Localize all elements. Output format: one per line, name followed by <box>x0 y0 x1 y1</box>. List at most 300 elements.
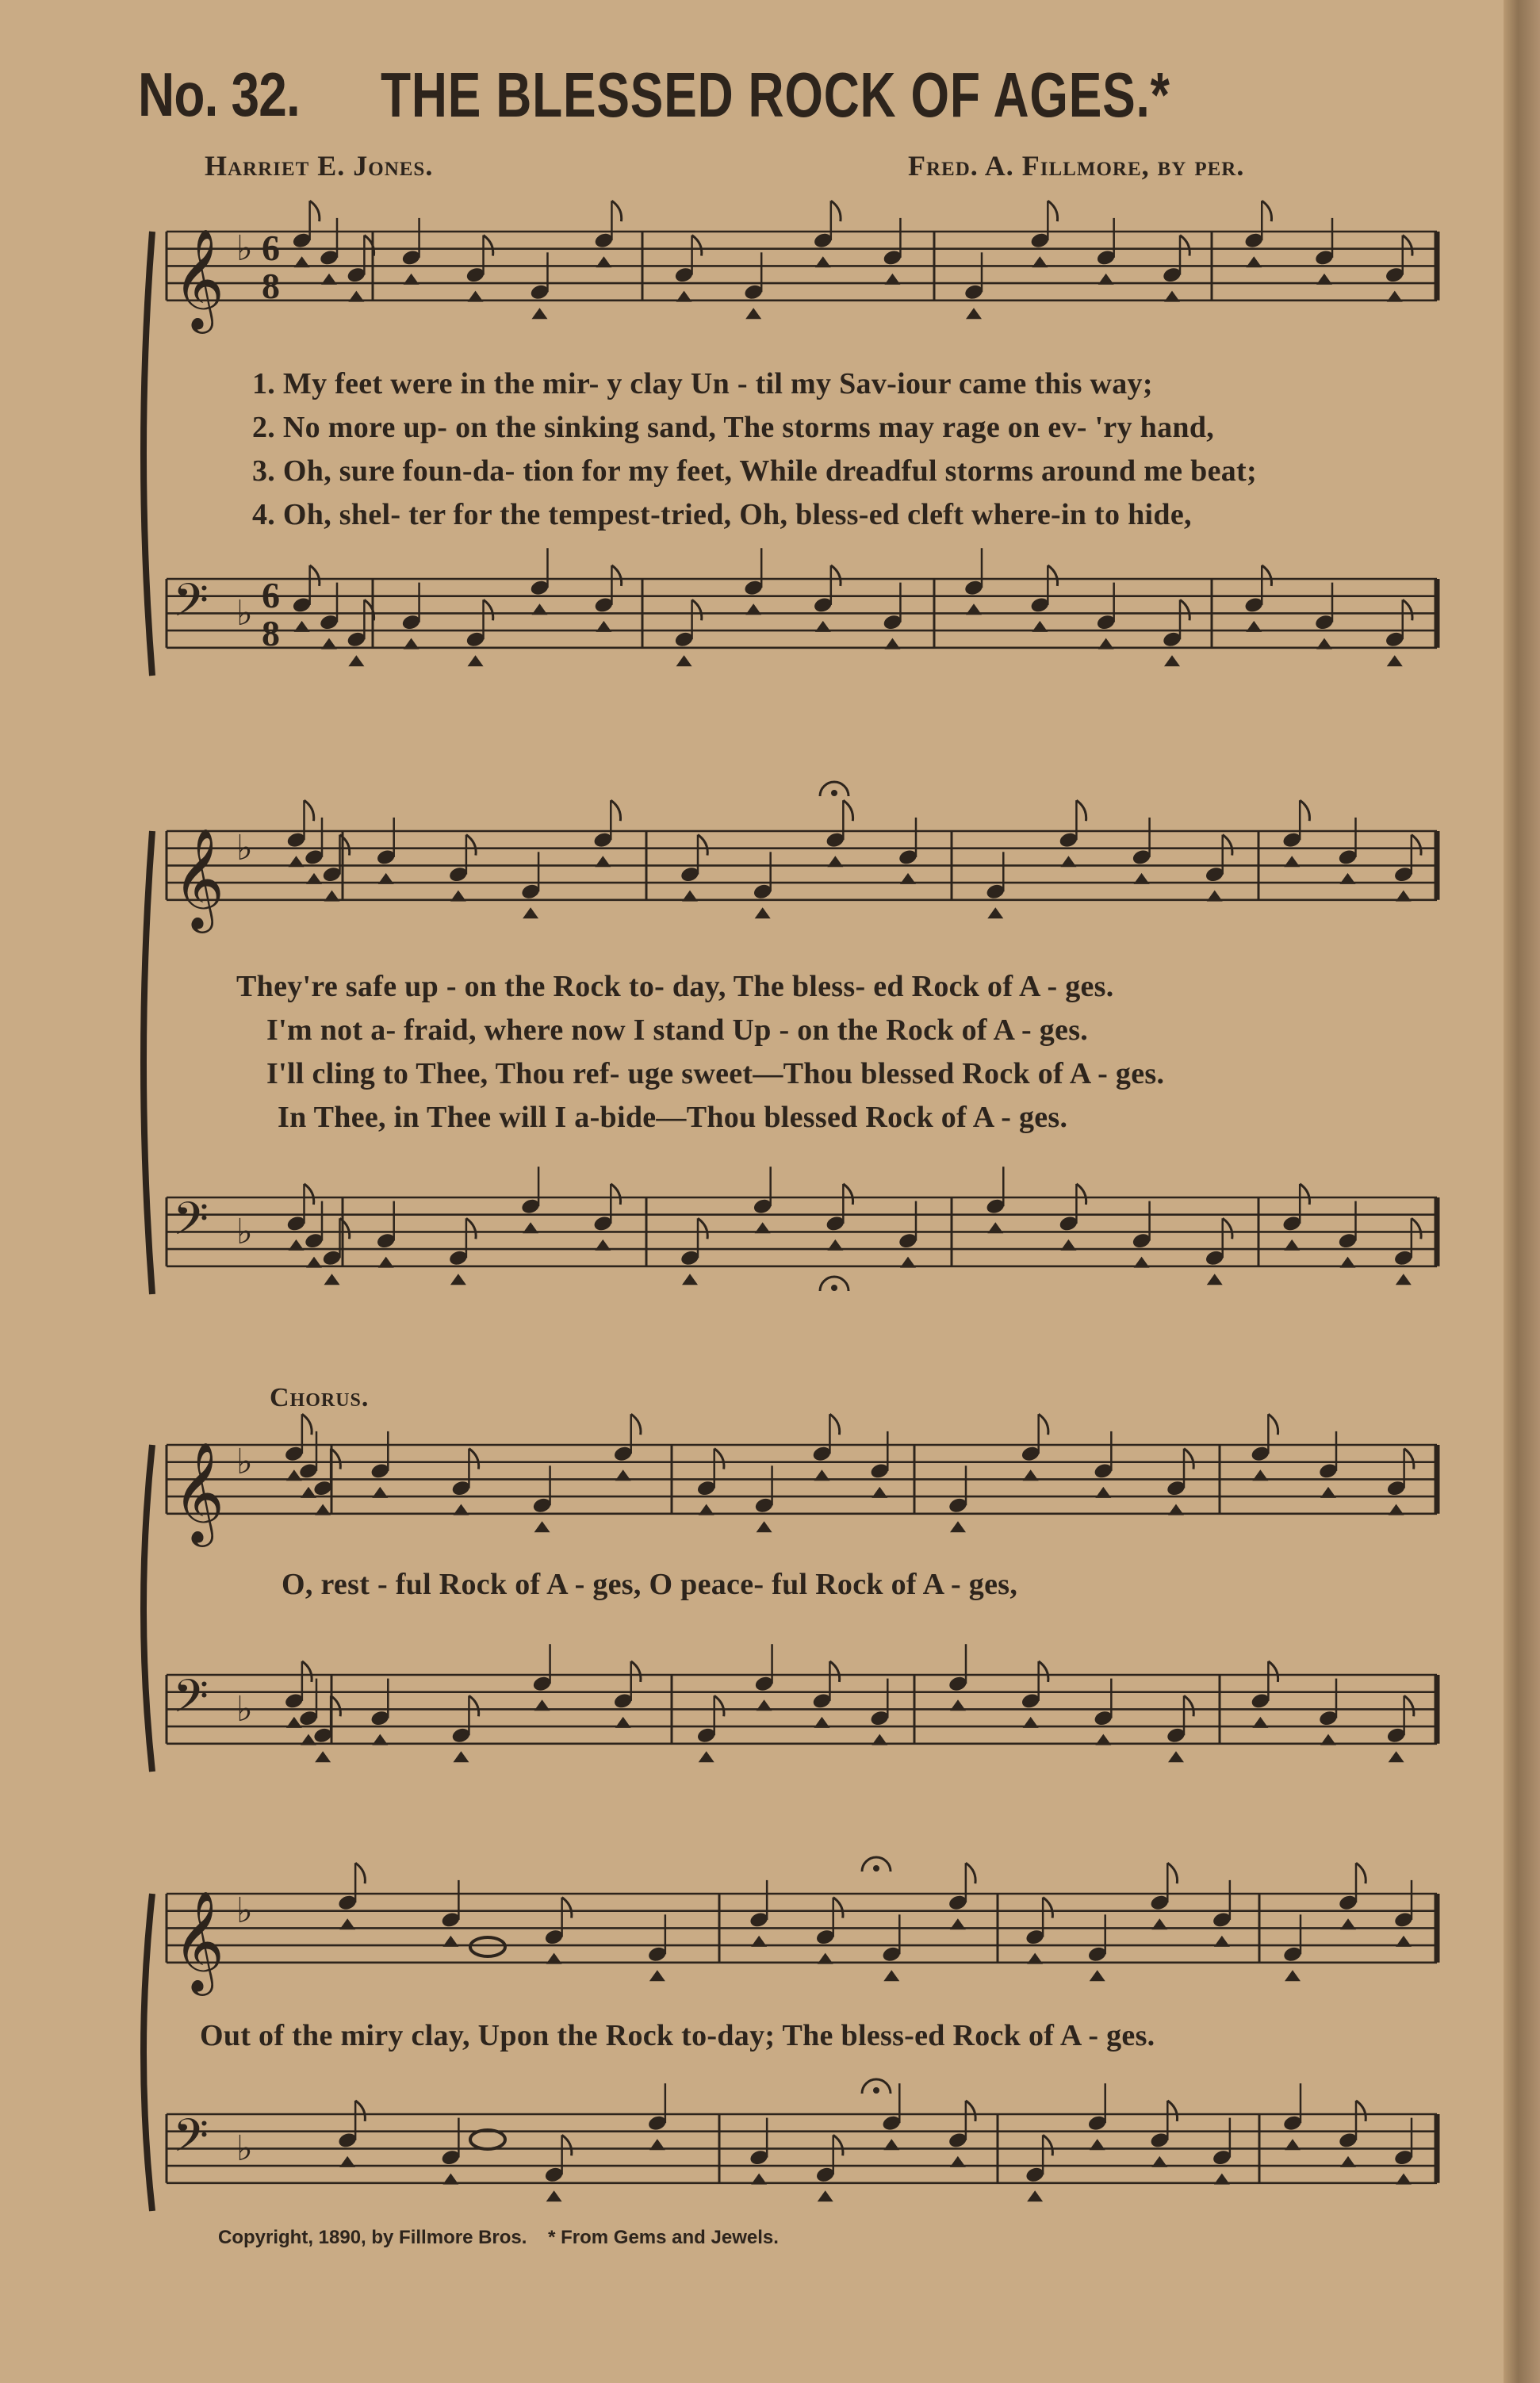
notehead <box>1337 1232 1358 1250</box>
notehead <box>985 1197 1006 1216</box>
note-flag <box>714 1695 724 1716</box>
notehead <box>948 1675 968 1693</box>
notehead <box>1389 1504 1404 1515</box>
treble-clef-icon: 𝄞 <box>173 826 225 929</box>
bass-clef-icon: 𝄢 <box>173 573 209 638</box>
notehead <box>315 1751 331 1762</box>
note-flag <box>355 2101 365 2121</box>
note-flag <box>1043 1898 1052 1918</box>
note-flag <box>966 1863 975 1883</box>
time-signature: 8 <box>262 266 280 306</box>
fermata-icon <box>831 1285 837 1291</box>
notehead <box>312 1479 333 1497</box>
notehead <box>442 1936 458 1947</box>
notehead <box>376 849 396 867</box>
notehead <box>544 1928 565 1946</box>
notehead <box>613 1445 634 1463</box>
notehead <box>950 1699 966 1711</box>
notehead <box>1149 2132 1170 2150</box>
notehead <box>1393 1911 1414 1929</box>
verse-line: I'm not a- fraid, where now I stand Up - on the Rock of A - ges. <box>266 1013 1089 1047</box>
note-flag <box>833 2135 843 2155</box>
notehead <box>306 873 322 884</box>
note-flag <box>1076 800 1086 821</box>
notehead <box>1058 831 1078 849</box>
notehead <box>1281 831 1302 849</box>
note-flag <box>331 1695 340 1716</box>
notehead <box>1284 856 1300 867</box>
notehead <box>1093 1462 1113 1481</box>
note-flag <box>1167 2101 1177 2121</box>
notehead <box>615 1717 631 1728</box>
notehead <box>1021 1445 1041 1463</box>
whole-note <box>470 2130 505 2149</box>
note-flag <box>1223 1218 1232 1239</box>
note-flag <box>1268 1414 1278 1435</box>
notehead <box>757 1699 772 1711</box>
brace-bracket <box>144 831 152 1294</box>
notehead <box>872 1487 887 1498</box>
footer-note <box>218 2227 779 2249</box>
notehead <box>814 1717 829 1728</box>
notehead <box>696 1479 717 1497</box>
notehead <box>811 1692 832 1711</box>
notehead <box>811 1445 832 1463</box>
notehead <box>827 1239 843 1251</box>
notehead <box>1252 1469 1268 1481</box>
notehead <box>1340 2156 1356 2167</box>
notehead <box>337 1894 358 1912</box>
note-flag <box>714 1449 724 1469</box>
notehead <box>1340 1257 1356 1268</box>
notehead <box>372 1734 388 1745</box>
notehead <box>448 1249 469 1267</box>
verse-line: 2. No more up- on the sinking sand, The storms may rage on ev- 'ry hand, <box>252 411 1215 444</box>
notehead <box>751 2174 767 2185</box>
notehead <box>324 1274 340 1285</box>
notehead <box>453 1504 469 1515</box>
note-flag <box>1039 1414 1048 1435</box>
notehead <box>883 1970 899 1981</box>
notehead <box>1214 1936 1230 1947</box>
notehead <box>592 831 613 849</box>
note-flag <box>829 1661 839 1682</box>
notehead <box>680 1249 700 1267</box>
notehead <box>1282 1945 1303 1963</box>
notehead <box>987 907 1003 918</box>
fermata-icon <box>831 790 837 796</box>
notehead <box>1149 1894 1170 1912</box>
notehead <box>749 2148 769 2167</box>
verse-line: They're safe up - on the Rock to- day, The bless- ed Rock of A - ges. <box>236 970 1114 1003</box>
treble-clef-icon: 𝄞 <box>173 1440 225 1542</box>
notehead <box>531 1675 552 1693</box>
notehead <box>1338 1894 1358 1912</box>
notehead <box>1386 1479 1407 1497</box>
time-signature: 6 <box>262 228 280 268</box>
notehead <box>1205 865 1225 883</box>
chorus-label: Chorus. <box>270 1383 370 1412</box>
note-flag <box>829 1414 839 1435</box>
notehead <box>1338 2132 1358 2150</box>
notehead <box>1060 1239 1076 1251</box>
notehead <box>1093 1709 1113 1727</box>
notehead <box>1285 2139 1301 2150</box>
notehead <box>749 1911 769 1929</box>
notehead <box>682 891 698 902</box>
whole-note <box>470 1937 505 1956</box>
note-flag <box>843 1184 852 1205</box>
note-flag <box>469 1695 478 1716</box>
notehead <box>1212 2148 1232 2167</box>
notehead <box>825 831 845 849</box>
notehead <box>370 1462 390 1481</box>
notehead <box>531 1496 552 1515</box>
note-flag <box>1356 2101 1366 2121</box>
note-flag <box>331 1449 340 1469</box>
notehead <box>950 1918 966 1929</box>
notehead <box>1023 1469 1039 1481</box>
time-signature: 8 <box>262 613 280 653</box>
brace-bracket <box>144 1894 152 2211</box>
notehead <box>1087 1945 1108 1963</box>
notehead <box>442 2174 458 2185</box>
note-flag <box>1404 1449 1414 1469</box>
notehead <box>1284 1239 1300 1251</box>
notehead <box>1285 1970 1301 1981</box>
notehead <box>1090 1970 1105 1981</box>
note-flag <box>355 1863 365 1883</box>
note-flag <box>1223 835 1232 856</box>
note-flag <box>843 800 852 821</box>
notehead <box>301 1487 316 1498</box>
notehead <box>312 1726 333 1745</box>
note-flag <box>833 1898 843 1918</box>
notehead <box>1027 2190 1043 2201</box>
notehead <box>1166 1479 1186 1497</box>
brace-bracket <box>144 1445 152 1772</box>
notehead <box>815 2166 836 2184</box>
notehead <box>753 883 773 901</box>
fermata-icon <box>820 782 849 796</box>
notehead <box>1131 1232 1151 1250</box>
notehead <box>1250 1692 1270 1711</box>
notehead <box>289 856 305 867</box>
notehead <box>304 849 324 867</box>
notehead <box>520 1197 541 1216</box>
notehead <box>1151 2156 1167 2167</box>
chorus-line: O, rest - ful Rock of A - ges, O peace- ful Rock of A - ges, <box>282 1568 1018 1601</box>
notehead <box>948 1894 968 1912</box>
notehead <box>298 1709 319 1727</box>
note-flag <box>698 835 707 856</box>
note-flag <box>1300 1184 1309 1205</box>
notehead <box>450 1274 466 1285</box>
notehead <box>950 2156 966 2167</box>
notehead <box>1340 1918 1356 1929</box>
notehead <box>827 856 843 867</box>
notehead <box>1212 1911 1232 1929</box>
note-flag <box>466 1218 476 1239</box>
notehead <box>592 1215 613 1233</box>
notehead <box>534 1699 550 1711</box>
verse-line: 4. Oh, shel- ter for the tempest-tried, Oh, bless-ed cleft where-in to hide, <box>252 498 1192 531</box>
flat-icon: ♭ <box>236 1442 253 1482</box>
notehead <box>1318 1462 1339 1481</box>
note-flag <box>562 2135 572 2155</box>
notehead <box>1318 1709 1339 1727</box>
notehead <box>1393 2148 1414 2167</box>
notehead <box>898 849 918 867</box>
notehead <box>1021 1692 1041 1711</box>
notehead <box>1095 1487 1111 1498</box>
notehead <box>450 1726 471 1745</box>
flat-icon: ♭ <box>236 1212 253 1252</box>
notehead <box>987 1222 1003 1233</box>
notehead <box>285 1215 306 1233</box>
notehead <box>755 907 771 918</box>
notehead <box>546 2190 562 2201</box>
notehead <box>1250 1445 1270 1463</box>
flat-icon: ♭ <box>236 1689 253 1730</box>
note-flag <box>1268 1661 1278 1682</box>
notehead <box>1025 2166 1045 2184</box>
notehead <box>900 873 916 884</box>
notehead <box>321 865 342 883</box>
notehead <box>523 1222 538 1233</box>
notehead <box>448 865 469 883</box>
note-flag <box>1184 1695 1193 1716</box>
note-flag <box>340 1218 350 1239</box>
notehead <box>1134 873 1150 884</box>
notehead <box>950 1521 966 1532</box>
notehead <box>881 1945 902 1963</box>
notehead <box>814 1469 829 1481</box>
notehead <box>883 2139 899 2150</box>
notehead <box>900 1257 916 1268</box>
verse-line: In Thee, in Thee will I a-bide—Thou blessed Rock of A - ges. <box>278 1101 1068 1134</box>
notehead <box>1207 1274 1223 1285</box>
notehead <box>337 2132 358 2150</box>
notehead <box>1396 1936 1412 1947</box>
notehead <box>818 1953 833 1964</box>
notehead <box>1396 2174 1412 2185</box>
notehead <box>1058 1215 1078 1233</box>
notehead <box>1151 1918 1167 1929</box>
notehead <box>753 1197 773 1216</box>
notehead <box>1060 856 1076 867</box>
notehead <box>306 1257 322 1268</box>
notehead <box>1214 2174 1230 2185</box>
note-flag <box>611 800 620 821</box>
note-flag <box>1412 835 1421 856</box>
notehead <box>1337 849 1358 867</box>
notehead <box>321 1249 342 1267</box>
notehead <box>301 1734 316 1745</box>
notehead <box>298 1462 319 1481</box>
notehead <box>1087 2114 1108 2132</box>
notehead <box>881 2114 902 2132</box>
flat-icon: ♭ <box>236 593 253 634</box>
notehead <box>818 2190 833 2201</box>
lyricist-credit: Harriet E. Jones. <box>205 150 434 182</box>
note-flag <box>631 1414 641 1435</box>
notehead <box>1090 2139 1105 2150</box>
fermata-icon <box>862 1857 891 1872</box>
notehead <box>453 1751 469 1762</box>
notehead <box>285 831 306 849</box>
notehead <box>1393 1249 1414 1267</box>
composer-credit: Fred. A. Fillmore, by per. <box>908 150 1245 182</box>
notehead <box>520 883 541 901</box>
flat-icon: ♭ <box>236 2128 253 2169</box>
note-flag <box>1404 1695 1414 1716</box>
notehead <box>1396 1274 1412 1285</box>
notehead <box>696 1726 717 1745</box>
notehead <box>286 1717 302 1728</box>
notehead <box>315 1504 331 1515</box>
notehead <box>869 1462 890 1481</box>
notehead <box>753 1496 774 1515</box>
notehead <box>647 2114 668 2132</box>
note-flag <box>340 835 350 856</box>
notehead <box>1320 1734 1336 1745</box>
notehead <box>1025 1928 1045 1946</box>
note-flag <box>611 1184 620 1205</box>
notehead <box>985 883 1006 901</box>
fermata-icon <box>862 2079 891 2094</box>
flat-icon: ♭ <box>236 228 253 269</box>
staff-system-1 <box>0 0 1540 714</box>
notehead <box>1320 1487 1336 1498</box>
notehead <box>1168 1751 1184 1762</box>
fermata-icon <box>820 1277 849 1291</box>
notehead <box>450 891 466 902</box>
note-flag <box>1043 2135 1052 2155</box>
flat-icon: ♭ <box>236 828 253 868</box>
notehead <box>370 1709 390 1727</box>
notehead <box>825 1215 845 1233</box>
notehead <box>699 1504 714 1515</box>
note-flag <box>302 1661 312 1682</box>
treble-clef-icon: 𝄞 <box>173 227 225 329</box>
notehead <box>699 1751 714 1762</box>
note-flag <box>562 1898 572 1918</box>
notehead <box>440 1911 461 1929</box>
notehead <box>1168 1504 1184 1515</box>
note-flag <box>966 2101 975 2121</box>
notehead <box>523 907 538 918</box>
notehead <box>1023 1717 1039 1728</box>
notehead <box>898 1232 918 1250</box>
source-note: * From Gems and Jewels. <box>548 2227 779 2248</box>
notehead <box>1340 873 1356 884</box>
flat-icon: ♭ <box>236 1891 253 1931</box>
notehead <box>376 1232 396 1250</box>
notehead <box>378 873 394 884</box>
note-flag <box>1356 1863 1366 1883</box>
notehead <box>595 856 611 867</box>
notehead <box>1131 849 1151 867</box>
notehead <box>339 1918 355 1929</box>
notehead <box>755 1222 771 1233</box>
notehead <box>948 1496 968 1515</box>
notehead <box>649 1970 665 1981</box>
time-signature: 6 <box>262 575 280 615</box>
notehead <box>450 1479 471 1497</box>
notehead <box>440 2148 461 2167</box>
notehead <box>289 1239 305 1251</box>
note-flag <box>1184 1449 1193 1469</box>
notehead <box>1282 2114 1303 2132</box>
fermata-icon <box>873 2087 879 2094</box>
notehead <box>544 2166 565 2184</box>
note-flag <box>302 1414 312 1435</box>
notehead <box>753 1675 774 1693</box>
notehead <box>1252 1717 1268 1728</box>
notehead <box>1393 865 1414 883</box>
notehead <box>615 1469 631 1481</box>
notehead <box>757 1521 772 1532</box>
bass-clef-icon: 𝄢 <box>173 1669 209 1734</box>
note-flag <box>305 1184 314 1205</box>
note-flag <box>1412 1218 1421 1239</box>
notehead <box>284 1692 305 1711</box>
verse-line: 1. My feet were in the mir- y clay Un - til my Sav-iour came this way; <box>252 367 1153 400</box>
notehead <box>378 1257 394 1268</box>
note-flag <box>1167 1863 1177 1883</box>
note-flag <box>305 800 314 821</box>
fermata-icon <box>873 1865 879 1872</box>
bass-clef-icon: 𝄢 <box>173 2109 209 2174</box>
notehead <box>595 1239 611 1251</box>
notehead <box>680 865 700 883</box>
notehead <box>1095 1734 1111 1745</box>
notehead <box>815 1928 836 1946</box>
notehead <box>304 1232 324 1250</box>
note-flag <box>1039 1661 1048 1682</box>
final-line: Out of the miry clay, Upon the Rock to-day; The bless-ed Rock of A - ges. <box>200 2019 1155 2052</box>
treble-clef-icon: 𝄞 <box>173 1889 225 1991</box>
notehead <box>284 1445 305 1463</box>
notehead <box>1166 1726 1186 1745</box>
notehead <box>546 1953 562 1964</box>
note-flag <box>1076 1184 1086 1205</box>
notehead <box>286 1469 302 1481</box>
hymn-title: THE BLESSED ROCK OF AGES.* <box>381 59 1170 130</box>
notehead <box>751 1936 767 1947</box>
verse-line: I'll cling to Thee, Thou ref- uge sweet—Thou blessed Rock of A - ges. <box>266 1057 1165 1090</box>
notehead <box>682 1274 698 1285</box>
notehead <box>1396 891 1412 902</box>
hymn-number: No. 32. <box>138 59 300 129</box>
notehead <box>1205 1249 1225 1267</box>
notehead <box>1207 891 1223 902</box>
notehead <box>534 1521 550 1532</box>
notehead <box>1386 1726 1407 1745</box>
notehead <box>324 891 340 902</box>
notehead <box>1027 1953 1043 1964</box>
notehead <box>372 1487 388 1498</box>
verse-line: 3. Oh, sure foun-da- tion for my feet, While dreadful storms around me beat; <box>252 454 1257 488</box>
note-flag <box>466 835 476 856</box>
note-flag <box>631 1661 641 1682</box>
notehead <box>339 2156 355 2167</box>
notehead <box>869 1709 890 1727</box>
notehead <box>1281 1215 1302 1233</box>
notehead <box>1389 1751 1404 1762</box>
note-flag <box>1300 800 1309 821</box>
